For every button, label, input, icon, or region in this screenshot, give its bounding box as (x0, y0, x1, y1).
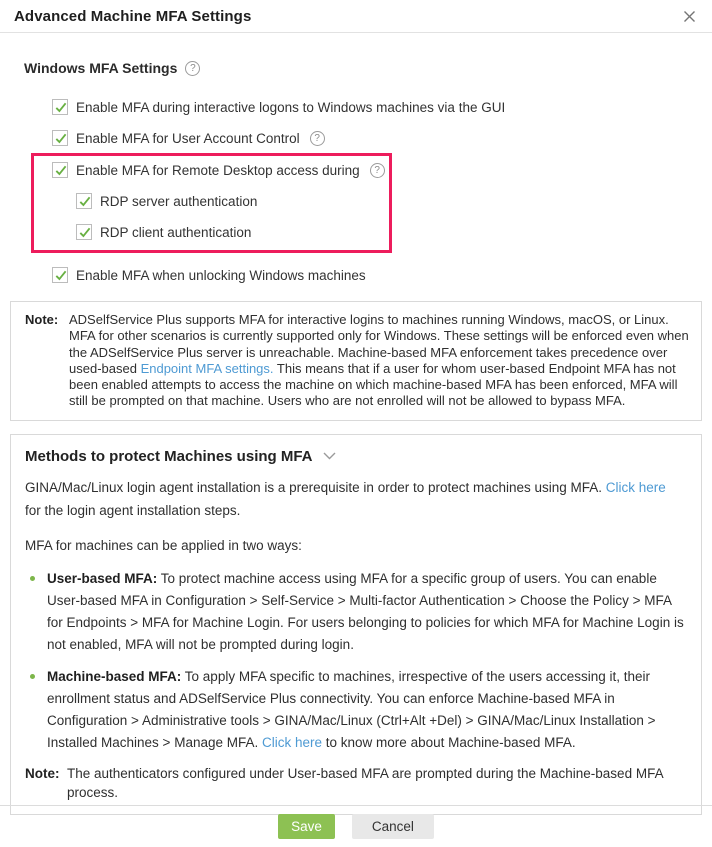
note-box (10, 301, 702, 421)
checkbox-label: Enable MFA for User Account Control (76, 130, 300, 146)
checkbox-label: Enable MFA for Remote Desktop access during (76, 162, 360, 178)
close-icon[interactable] (683, 10, 696, 23)
bold-text: User-based MFA: (47, 570, 158, 586)
list-item-user-based-mfa (25, 568, 685, 656)
checkbox-rdp-server[interactable] (76, 193, 92, 209)
chevron-down-icon (323, 452, 336, 460)
checkbox-label: RDP server authentication (100, 193, 258, 209)
text-segment: The authenticators configured under User-based MFA are prompted during the Machine-based MFA process. (67, 765, 663, 800)
help-icon[interactable]: ? (185, 61, 200, 76)
checkbox-label: Enable MFA when unlocking Windows machines (76, 267, 366, 283)
prerequisite-paragraph (25, 476, 685, 522)
windows-mfa-settings-heading (24, 60, 712, 76)
note-text (69, 312, 693, 410)
dialog-title: Advanced Machine MFA Settings (14, 7, 252, 25)
text-segment: to know more about Machine-based MFA. (322, 734, 576, 750)
dialog-footer (0, 805, 712, 847)
checkbox-row-rdp-client (76, 224, 389, 240)
checkbox-label: Enable MFA during interactive logons to Windows machines via the GUI (76, 99, 506, 115)
help-icon[interactable]: ? (310, 131, 325, 146)
text-segment: for the login agent installation steps. (25, 502, 241, 518)
checkbox-remote-desktop[interactable] (52, 162, 68, 178)
note-label: Note: (25, 312, 59, 327)
dialog-header (0, 0, 712, 33)
checkbox-label: RDP client authentication (100, 224, 252, 240)
section-title: Windows MFA Settings (24, 60, 178, 76)
note-text (67, 764, 685, 802)
note-label: Note: (25, 765, 60, 781)
help-icon[interactable]: ? (370, 163, 385, 178)
machine-mfa-click-here-link[interactable]: Click here (262, 734, 323, 750)
checkbox-unlocking[interactable] (52, 267, 68, 283)
remote-desktop-highlight-box (31, 153, 392, 253)
methods-heading[interactable] (25, 448, 685, 465)
checkbox-interactive-logons[interactable] (52, 99, 68, 115)
checkbox-uac[interactable] (52, 130, 68, 146)
text-segment: To apply MFA specific to machines, irrespective of the users accessing it, their enrollment status and ADSelfService Plus connectivity. You can enforce Machine-based MFA in Configuration > Administrative tools > GINA/Mac/Linux (Ctrl+Alt +Del) > GINA/Mac/Linux Installation > Installed Machines > Manage MFA. (47, 668, 656, 750)
login-agent-click-here-link[interactable]: Click here (605, 479, 666, 495)
checkbox-row-remote-desktop (52, 162, 389, 178)
checkbox-row-rdp-server (76, 193, 389, 209)
checkbox-row-interactive-logons (52, 99, 712, 115)
methods-box (10, 434, 702, 815)
checkbox-row-unlocking (52, 267, 712, 283)
endpoint-mfa-settings-link[interactable]: Endpoint MFA settings. (140, 360, 274, 376)
text-segment: GINA/Mac/Linux login agent installation is a prerequisite in order to protect machines using MFA. (25, 479, 606, 495)
cancel-button[interactable]: Cancel (352, 814, 434, 839)
mfa-methods-list (25, 568, 685, 754)
two-ways-paragraph: MFA for machines can be applied in two ways: (25, 537, 302, 553)
text-segment: ADSelfService Plus supports MFA for interactive logins to machines running Windows, macOS, or Linux. MFA for other scenarios is currently supported only for Windows. These settings will be enforced even when the ADSelfService Plus server is unreachable. Machine-based MFA enforcement takes precedence over used-based (69, 312, 689, 376)
list-item-machine-based-mfa (25, 666, 685, 754)
text-segment: This means that if a user for whom user-based Endpoint MFA has not been enabled attempts to access the machine on which machine-based MFA has been enforced, MFA will still be prompted on that machine. Users who are not enrolled will not be allowed to bypass MFA. (69, 360, 678, 409)
text-segment: To protect machine access using MFA for a specific group of users. You can enable User-based MFA in Configuration > Self-Service > Multi-factor Authentication > Choose the Policy > MFA for Endpoints > MFA for Machine Login. For users belonging to policies for which MFA for Machine Login is not enabled, MFA will not be prompted during login. (47, 570, 684, 652)
checkbox-row-uac (52, 130, 712, 146)
checkbox-rdp-client[interactable] (76, 224, 92, 240)
methods-note (25, 764, 685, 802)
methods-title: Methods to protect Machines using MFA (25, 447, 313, 465)
save-button[interactable]: Save (278, 814, 335, 839)
bold-text: Machine-based MFA: (47, 668, 182, 684)
